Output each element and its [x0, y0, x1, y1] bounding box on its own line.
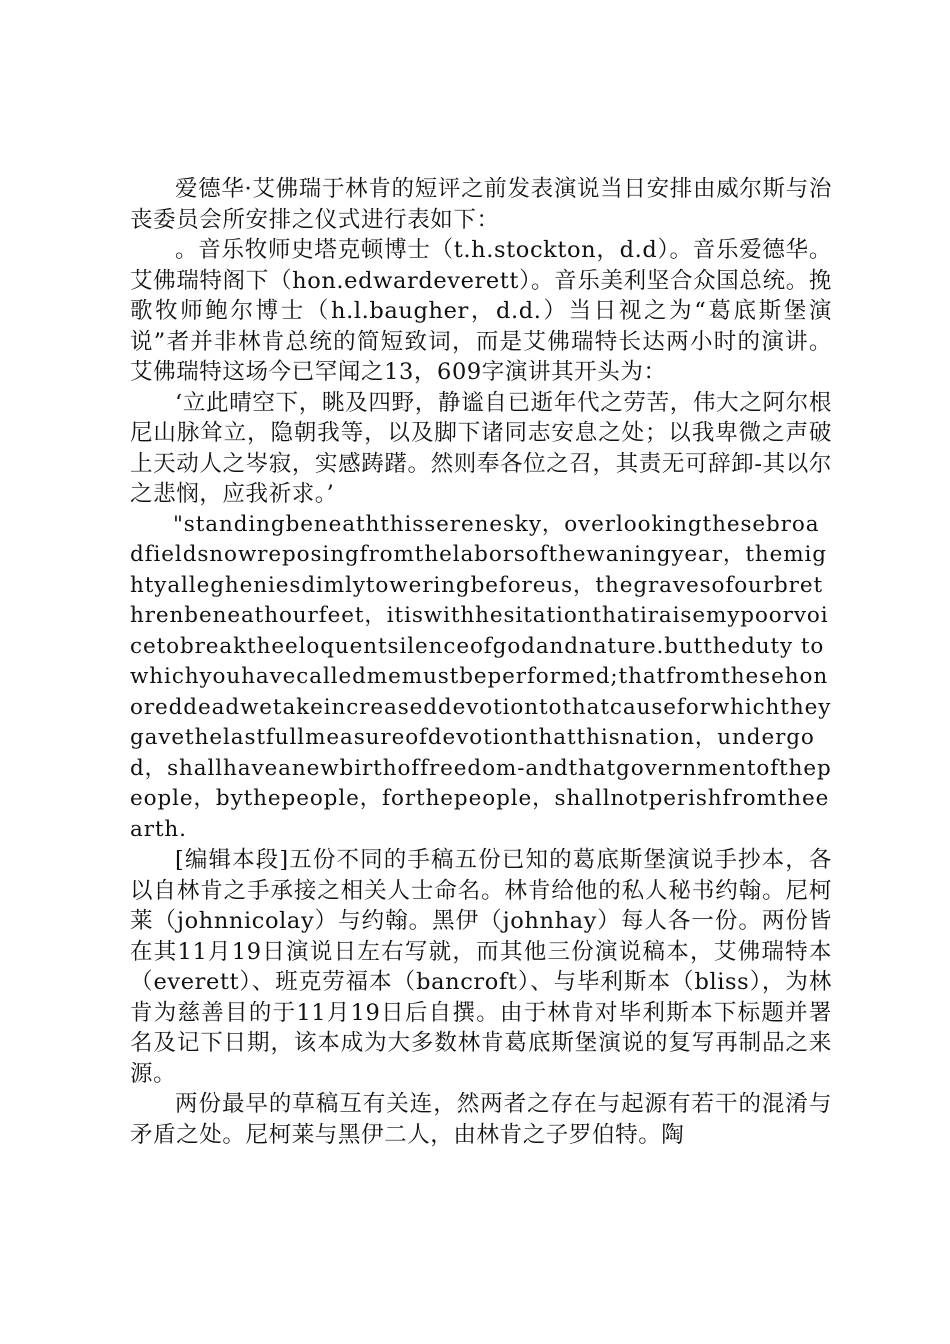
paragraph-english-quote: "standingbeneaththisserenesky，overlookingthesebroadfieldsnowreposingfromthelaborsofthewaningyear，themightyallegheniesdimlytoweringbeforeus，thegravesofourbrethrenbeneathourfeet，itiswithhesitationthatiraisemypoorvoicetobreaktheeloquentsilenceofgodandnature.buttheduty to whichyouhavecalledmemustbeperformed;thatfromthesehonoreddeadwetakeincreaseddevotiontothatcauseforwhichtheygavethelastfullmeasureofdevotionthatthisnation，undergod，shallhaveanewbirthoffreedom-andthatgovernmentofthepeople，bythepeople，forthepeople，shallnotperishfromtheearth. [130, 511, 832, 842]
paragraph-manuscripts: [编辑本段]五份不同的手稿五份已知的葛底斯堡演说手抄本，各以自林肯之手承接之相关人士命名。林肯给他的私人秘书约翰。尼柯莱（johnnicolay）与约翰。黑伊（johnhay）每人各一份。两份皆在其11月19日演说日左右写就，而其他三份演说稿本，艾佛瑞特本（everett）、班克劳福本（bancroft）、与毕利斯本（bliss），为林肯为慈善目的于11月19日后自撰。由于林肯对毕利斯本下标题并署名及记下日期，该本成为大多数林肯葛底斯堡演说的复写再制品之来源。 [130, 847, 832, 1087]
paragraph-chinese-quote: ‘立此晴空下，眺及四野，静谧自已逝年代之劳苦，伟大之阿尔根尼山脉耸立，隐朝我等，以及脚下诸同志安息之处；以我卑微之声破上天动人之岑寂，实感踌躇。然则奉各位之召，其责无可辞卸-其以尔之悲悯，应我祈求。’ [130, 389, 832, 507]
paragraph-program-order: 。音乐牧师史塔克顿博士（t.h.stockton，d.d）。音乐爱德华。艾佛瑞特阁下（hon.edwardeverett）。音乐美利坚合众国总统。挽歌牧师鲍尔博士（h.l.baugher，d.d.）当日视之为“葛底斯堡演说”者并非林肯总统的简短致词，而是艾佛瑞特长达两小时的演讲。艾佛瑞特这场今已罕闻之13，609字演讲其开头为： [130, 237, 832, 385]
paragraph-early-drafts: 两份最早的草稿互有关连，然两者之存在与起源有若干的混淆与矛盾之处。尼柯莱与黑伊二人，由林肯之子罗伯特。陶 [130, 1091, 832, 1148]
document-body [130, 174, 832, 1150]
paragraph-everett-intro: 爱德华·艾佛瑞于林肯的短评之前发表演说当日安排由威尔斯与治丧委员会所安排之仪式进行表如下： [130, 176, 832, 233]
